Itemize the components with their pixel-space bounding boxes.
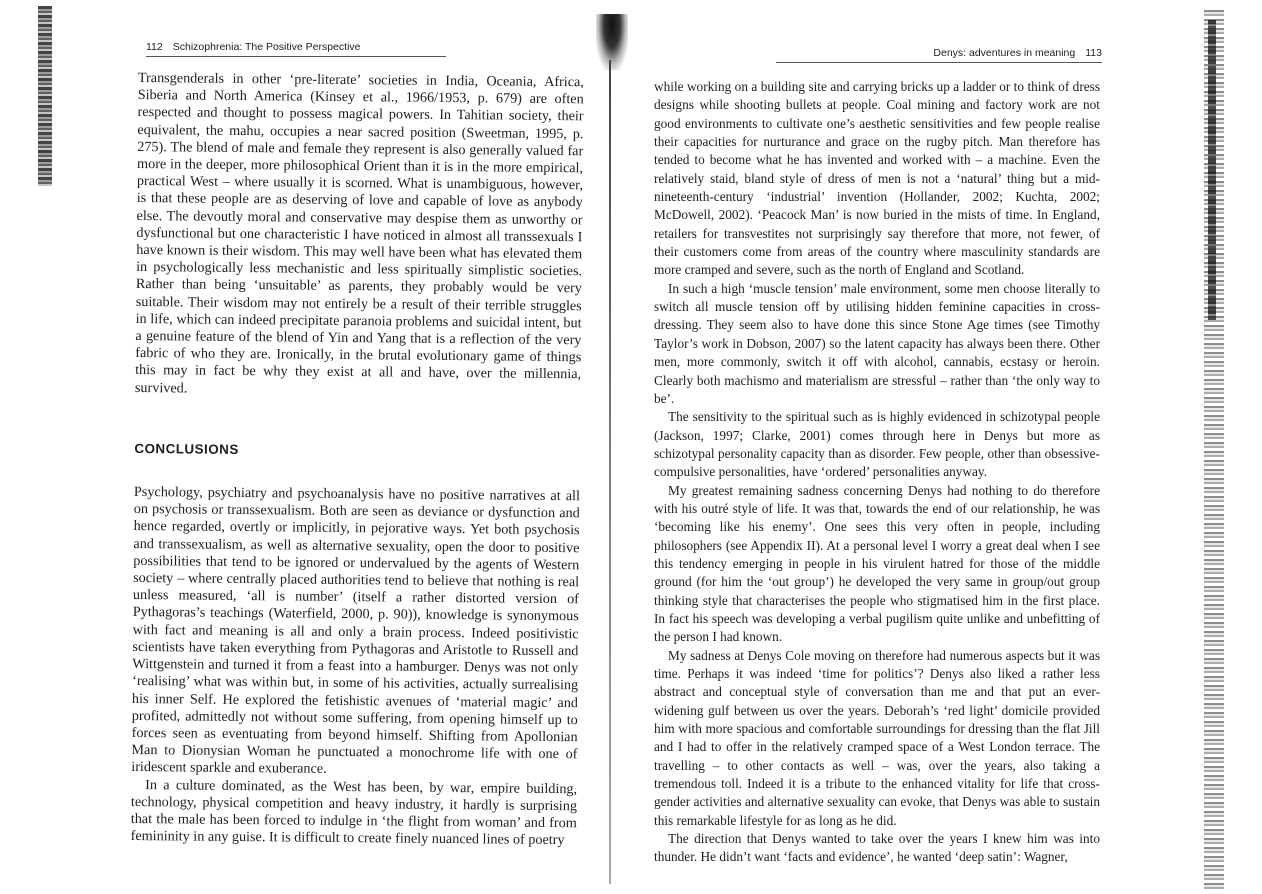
left-page — [130, 38, 590, 849]
paragraph: My greatest remaining sadness concerning Denys had nothing to do therefore with his outré style of life. It was that, towards the end of our relationship, he was ‘becoming like his enemy’. One sees this very often in people, including philosophers (see Appendix II). At a personal level I worry a great deal when I see this tendency emerging in people in his virulent hatred for those of the middle ground (for him the ‘out group’) he developed the very same in group/out group thinking style that characterises the people who stigmatised him in the first place. In fact his speech was developing a verbal pugilism quite unlike and unbefitting of the person I had known. — [654, 482, 1100, 645]
left-running-title: Schizophrenia: The Positive Perspective — [172, 41, 361, 53]
right-running-head — [776, 44, 1102, 63]
paragraph: The direction that Denys wanted to take over the years I knew him was into thunder. He didn’t want ‘facts and evidence’, he wanted ‘deep satin’: Wagner, — [654, 831, 1100, 865]
left-running-head — [146, 38, 446, 57]
gutter-line — [609, 60, 611, 884]
gutter-shadow — [596, 14, 628, 70]
right-running-title: Denys: adventures in meaning — [933, 47, 1076, 59]
paragraph: Transgenderals in other ‘pre-literate’ societies in India, Oceania, Africa, Siberia and North America (Kinsey et al., 1966/1953, p. 679) are often respected and thought to possess magical powers. In Tahitian society, their equivalent, the mahu, occupies a near sacred position (Sweetman, 1995, p. 275). The blend of male and female they represent is also generally valued far more in the deeper, more philosophical Orient than it is in the more empirical, practical West – where usually it is scorned. What is unambiguous, however, is that these people are as deserving of love and capable of love as anybody else. The devoutly moral and conservative may despise them as unworthy or dysfunctional but one characteristic I have noticed in almost all transsexuals I have known is their wisdom. This may well have been what has elevated them in psychologically less mechanistic and less spiritually simplistic societies. Rather than being ‘unsuitable’ as parents, they probably would be very suitable. Their wisdom may not entirely be a result of their terrible struggles in life, which can indeed precipitate paranoia problems and suicidal intent, but a genuine feature of the blend of Yin and Yang that is a reflection of the very fabric of who they are. Ironically, in the brutal evolutionary game of things this may in fact be why they exist at all and have, over the millennia, survived. — [134, 70, 584, 397]
section-heading: CONCLUSIONS — [134, 440, 239, 457]
paragraph: The sensitivity to the spiritual such as is highly evidenced in schizotypal people (Jackson, 1997; Clarke, 2001) comes through here in Denys but more as schizotypal personality capacity than as disorder. Few people, other than obsessive-compulsive personalities, have ‘ordered’ personalities anyway. — [654, 409, 1100, 480]
right-page — [636, 40, 1102, 865]
paragraph: Psychology, psychiatry and psychoanalysis have no positive narratives at all on psychosis or transsexualism. Both are seen as deviance or dysfunction and hence regarded, overtly or implicitly, in pejorative ways. Yet both psychosis and transsexualism, as well as alternative sexuality, open the door to positive possibilities that tend to be ignored or undervalued by the agents of Western society – where centrally placed authorities tend to believe that nothing is real unless measured, ‘all is number’ (itself a rather distorted version of Pythagoras’s teachings (Waterfield, 2000, p. 90)), knowledge is synonymous with fact and meaning is all and only a brain process. Indeed positivistic scientists have taken everything from Pythagoras and Aristotle to Russell and Wittgenstein and turned it from a feast into a hamburger. Denys was not only ‘realising’ what was within but, in some of his activities, actually surrealising his inner Self. He explored the fetishistic avenues of ‘material magic’ and profited, admittedly not without some suffering, from opening himself up to forces seen as eventuating from beyond himself. Shifting from Apollonian Man to Dionysian Woman he punctuated a monochrome life with one of iridescent sparkle and exuberance. — [131, 484, 581, 778]
paragraph: In such a high ‘muscle tension’ male environment, some men choose literally to switch all muscle tension off by utilising hidden feminine capacities in cross-dressing. They seem also to have done this since Stone Age times (see Timothy Taylor’s work in Dobson, 2007) so the latent capacity has always been there. Other men, more commonly, switch it off with alcohol, cannabis, ecstasy or heroin. Clearly both machismo and materialism are stressful – rather than ‘the only way to be’. — [654, 280, 1100, 406]
scan-edge-artifact-right-strip — [1208, 20, 1216, 320]
left-page-number: 112 — [146, 41, 163, 53]
right-body-text — [654, 78, 1100, 867]
paragraph: My sadness at Denys Cole moving on therefore had numerous aspects but it was time. Perhaps it was indeed ‘time for politics’? Denys also liked a rather less abstract and conceptual style of conversation than me and that put an ever-widening gulf between us over the years. Deborah’s ‘red light’ domicile provided him with more spacious and comfortable surroundings for dressing than the flat Jill and I had to offer in the relatively cramped space of a West London terrace. The travelling – to other contacts as well – was, over the years, also taking a tremendous toll. Indeed it is a tribute to the enhanced vitality for life that cross-gender activities and alternative sexuality can evoke, that Denys was able to sustain this remarkable lifestyle for as long as he did. — [654, 647, 1100, 828]
paragraph: In a culture dominated, as the West has been, by war, empire building, technology, physical competition and heavy industry, it hardly is surprising that the male has been forced to indulge in ‘the flight from woman’ and from femininity in any guise. It is difficult to create finely nuanced lines of poetry — [130, 776, 578, 849]
paragraph: while working on a building site and carrying bricks up a ladder or to think of dress designs while shooting bullets at people. Coal mining and factory work are not good environments to cultivate one’s aesthetic sensitivities and few people realise their capacities for nurturance and grace on the rugby pitch. Man therefore has tended to become what he has invented and worked with – a machine. Even the relatively staid, bland style of dress of men is not a ‘natural’ thing but a mid-nineteenth-century ‘industrial’ invention (Hollander, 2002; Kuchta, 2002; McDowell, 2002). ‘Peacock Man’ is now buried in the mists of time. In England, retailers for transvestites not surprisingly say therefore that more, not fewer, of their customers come from areas of the country where masculinity standards are more cramped and severe, such as the north of England and Scotland. — [654, 79, 1100, 278]
right-page-number: 113 — [1085, 47, 1102, 59]
scan-edge-artifact-left — [38, 6, 52, 186]
left-body-text — [131, 70, 584, 850]
